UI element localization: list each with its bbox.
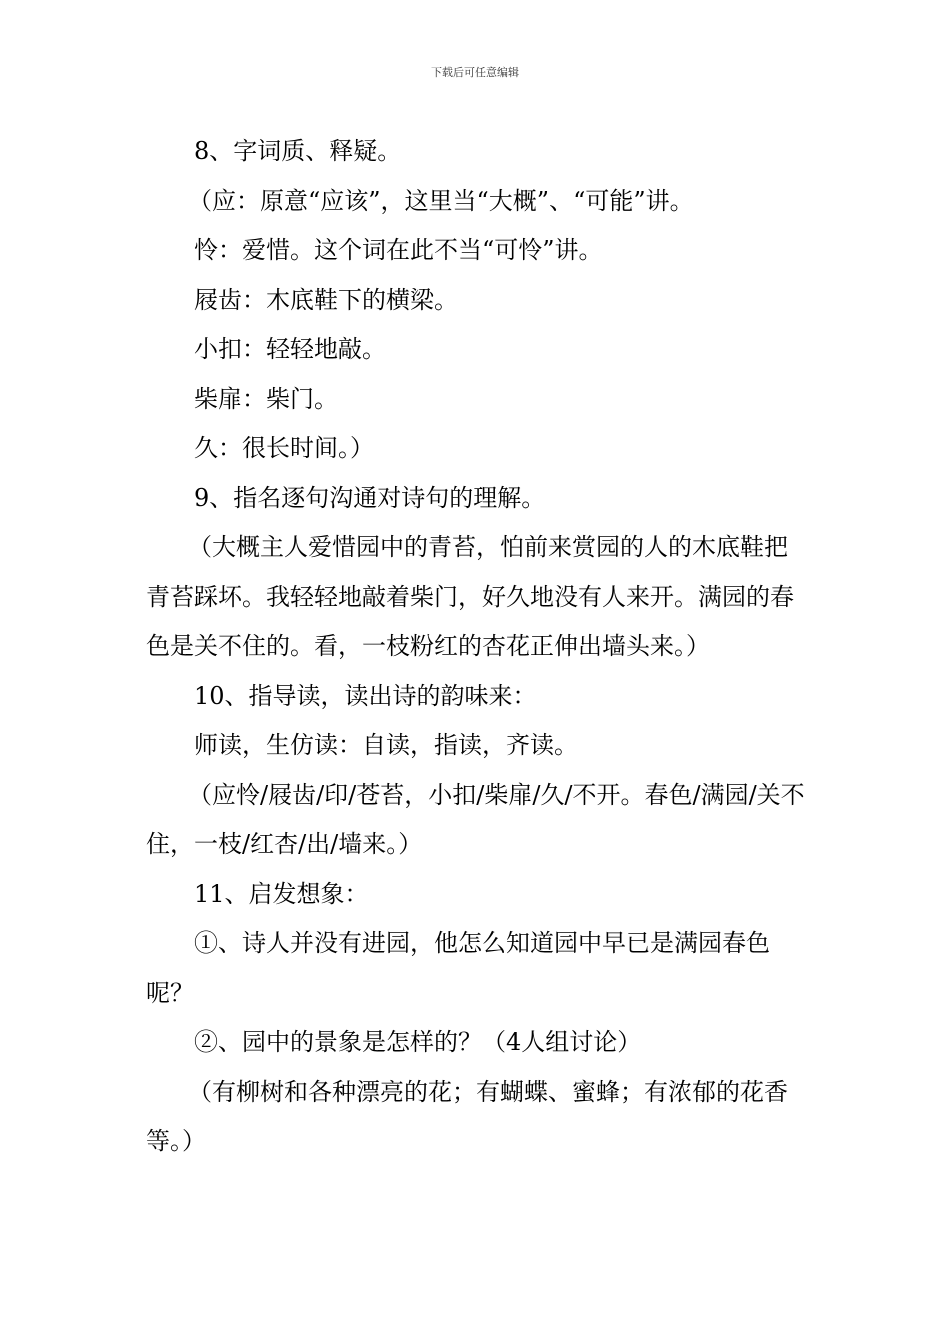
- page-header: 下载后可任意编辑: [431, 66, 519, 79]
- paragraph-item-9-heading: 9、指名逐句沟通对诗句的理解。: [194, 483, 546, 512]
- paragraph-reading-methods: 师读，生仿读：自读，指读，齐读。: [194, 731, 578, 759]
- paragraph-definition-lian: 怜：爱惜。这个词在此不当“可怜”讲。: [194, 236, 603, 264]
- paragraph-poem-explanation: （大概主人爱惜园中的青苔，怕前来赏园的人的木底鞋把青苔踩坏。我轻轻地敲着柴门，好久地没有人来开。满园的春色是关不住的。看，一枝粉红的杏花正伸出墙头来。）: [146, 533, 794, 660]
- paragraph-definition-ying: （应：原意“应该”，这里当“大概”、“可能”讲。: [188, 186, 694, 215]
- paragraph-item-11-heading: 11、启发想象：: [194, 879, 369, 908]
- document-body: [146, 127, 810, 1167]
- paragraph-definition-xiaokou: 小扣：轻轻地敲。: [194, 335, 386, 363]
- paragraph-definition-chaifei: 柴扉：柴门。: [194, 384, 338, 413]
- paragraph-definition-jiu: 久：很长时间。）: [194, 434, 374, 462]
- paragraph-definition-jichi: 屐齿：木底鞋下的横梁。: [194, 285, 458, 314]
- paragraph-item-8-heading: 8、字词质、释疑。: [194, 137, 402, 165]
- paragraph-answer: （有柳树和各种漂亮的花；有蝴蝶、蜜蜂；有浓郁的花香等。）: [146, 1077, 788, 1155]
- paragraph-reading-rhythm: （应怜/屐齿/印/苍苔，小扣/柴扉/久/不开。春色/满园/关不住，一枝/红杏/出/墙来。）: [146, 780, 805, 858]
- paragraph-question-1: ①、诗人并没有进园，他怎么知道园中早已是满园春色呢？: [146, 929, 770, 1007]
- paragraph-question-2: ②、园中的景象是怎样的？（4人组讨论）: [194, 1028, 642, 1056]
- paragraph-item-10-heading: 10、指导读，读出诗的韵味来：: [194, 681, 537, 710]
